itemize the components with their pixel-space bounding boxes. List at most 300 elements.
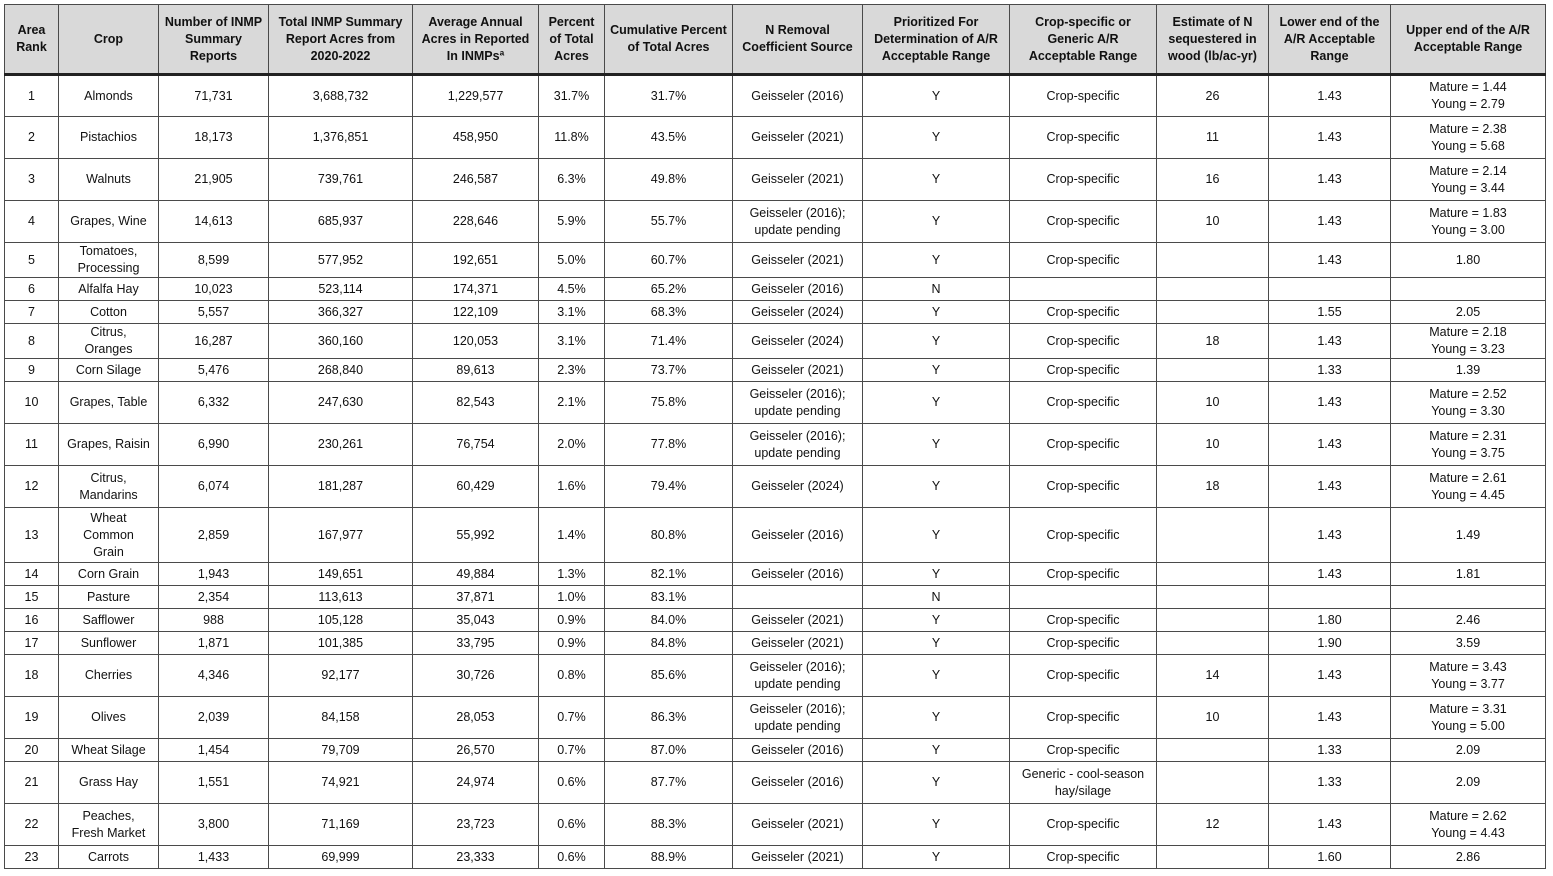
prioritized-cell: Y [863,846,1010,869]
report-count-cell: 2,039 [159,697,269,739]
crop-cell: Corn Grain [59,563,159,586]
percent-cell: 1.4% [539,508,605,563]
percent-cell: 0.6% [539,762,605,804]
total-acres-cell: 181,287 [269,466,413,508]
crop-cell: Almonds [59,75,159,117]
percent-cell: 3.1% [539,324,605,359]
upper-end-cell [1391,586,1546,609]
range-type-cell: Crop-specific [1010,324,1157,359]
percent-cell: 5.9% [539,201,605,243]
lower-end-cell: 1.55 [1269,301,1391,324]
report-count-cell: 5,557 [159,301,269,324]
upper-end-cell: Mature = 2.62 Young = 4.43 [1391,804,1546,846]
lower-end-cell: 1.33 [1269,739,1391,762]
area-rank-cell: 16 [5,609,59,632]
prioritized-cell: Y [863,117,1010,159]
table-row [5,697,1546,739]
n-sequestered-cell: 18 [1157,324,1269,359]
upper-end-cell: Mature = 2.14 Young = 3.44 [1391,159,1546,201]
n-removal-source-cell: Geisseler (2021) [733,804,863,846]
area-rank-cell: 10 [5,382,59,424]
percent-cell: 0.9% [539,609,605,632]
report-count-cell: 1,943 [159,563,269,586]
total-acres-cell: 366,327 [269,301,413,324]
crop-cell: Grapes, Wine [59,201,159,243]
average-acres-cell: 30,726 [413,655,539,697]
lower-end-cell: 1.33 [1269,762,1391,804]
n-sequestered-cell: 10 [1157,697,1269,739]
report-count-cell: 16,287 [159,324,269,359]
range-type-cell: Crop-specific [1010,739,1157,762]
prioritized-cell: Y [863,609,1010,632]
header-row [5,5,1546,75]
total-acres-cell: 360,160 [269,324,413,359]
range-type-cell: Crop-specific [1010,609,1157,632]
average-acres-cell: 122,109 [413,301,539,324]
table-row [5,424,1546,466]
report-count-cell: 2,354 [159,586,269,609]
area-rank-cell: 12 [5,466,59,508]
average-acres-cell: 82,543 [413,382,539,424]
table-row [5,301,1546,324]
total-acres-cell: 69,999 [269,846,413,869]
average-acres-cell: 1,229,577 [413,75,539,117]
lower-end-cell: 1.43 [1269,201,1391,243]
lower-end-cell: 1.43 [1269,655,1391,697]
cumulative-percent-cell: 80.8% [605,508,733,563]
prioritized-cell: Y [863,382,1010,424]
header-lower-end: Lower end of the A/R Acceptable Range [1269,5,1391,75]
crop-cell: Walnuts [59,159,159,201]
prioritized-cell: Y [863,301,1010,324]
table-row [5,739,1546,762]
percent-cell: 1.3% [539,563,605,586]
report-count-cell: 6,332 [159,382,269,424]
n-sequestered-cell [1157,609,1269,632]
n-removal-source-cell: Geisseler (2016) [733,563,863,586]
table-body [5,75,1546,869]
n-sequestered-cell: 26 [1157,75,1269,117]
total-acres-cell: 101,385 [269,632,413,655]
crop-cell: Sunflower [59,632,159,655]
n-sequestered-cell [1157,846,1269,869]
range-type-cell: Crop-specific [1010,301,1157,324]
report-count-cell: 21,905 [159,159,269,201]
crop-cell: Olives [59,697,159,739]
upper-end-cell: 1.80 [1391,243,1546,278]
range-type-cell: Crop-specific [1010,563,1157,586]
n-sequestered-cell [1157,739,1269,762]
crop-cell: Wheat Common Grain [59,508,159,563]
lower-end-cell: 1.90 [1269,632,1391,655]
table-row [5,359,1546,382]
lower-end-cell: 1.43 [1269,697,1391,739]
report-count-cell: 6,990 [159,424,269,466]
percent-cell: 1.6% [539,466,605,508]
total-acres-cell: 84,158 [269,697,413,739]
percent-cell: 2.0% [539,424,605,466]
table-row [5,324,1546,359]
upper-end-cell: Mature = 1.83 Young = 3.00 [1391,201,1546,243]
cumulative-percent-cell: 55.7% [605,201,733,243]
prioritized-cell: Y [863,655,1010,697]
table-row [5,609,1546,632]
report-count-cell: 1,871 [159,632,269,655]
n-sequestered-cell: 11 [1157,117,1269,159]
table-row [5,466,1546,508]
upper-end-cell: 2.86 [1391,846,1546,869]
cumulative-percent-cell: 87.0% [605,739,733,762]
prioritized-cell: Y [863,697,1010,739]
range-type-cell: Crop-specific [1010,846,1157,869]
n-removal-source-cell: Geisseler (2016) [733,762,863,804]
area-rank-cell: 20 [5,739,59,762]
upper-end-cell: Mature = 2.61 Young = 4.45 [1391,466,1546,508]
percent-cell: 2.3% [539,359,605,382]
crop-cell: Cotton [59,301,159,324]
cumulative-percent-cell: 75.8% [605,382,733,424]
upper-end-cell: 2.46 [1391,609,1546,632]
report-count-cell: 6,074 [159,466,269,508]
average-acres-cell: 55,992 [413,508,539,563]
crop-cell: Pistachios [59,117,159,159]
crop-cell: Corn Silage [59,359,159,382]
average-acres-cell: 228,646 [413,201,539,243]
report-count-cell: 1,454 [159,739,269,762]
average-acres-cell: 35,043 [413,609,539,632]
prioritized-cell: Y [863,324,1010,359]
average-acres-cell: 120,053 [413,324,539,359]
range-type-cell: Crop-specific [1010,424,1157,466]
report-count-cell: 10,023 [159,278,269,301]
total-acres-cell: 247,630 [269,382,413,424]
n-removal-source-cell: Geisseler (2016) [733,739,863,762]
crop-cell: Pasture [59,586,159,609]
average-acres-cell: 89,613 [413,359,539,382]
area-rank-cell: 6 [5,278,59,301]
n-sequestered-cell: 10 [1157,201,1269,243]
percent-cell: 0.9% [539,632,605,655]
cumulative-percent-cell: 60.7% [605,243,733,278]
crop-cell: Grass Hay [59,762,159,804]
lower-end-cell: 1.80 [1269,609,1391,632]
total-acres-cell: 149,651 [269,563,413,586]
percent-cell: 2.1% [539,382,605,424]
lower-end-cell [1269,278,1391,301]
percent-cell: 0.7% [539,697,605,739]
total-acres-cell: 113,613 [269,586,413,609]
report-count-cell: 8,599 [159,243,269,278]
average-acres-cell: 33,795 [413,632,539,655]
n-removal-source-cell: Geisseler (2016); update pending [733,382,863,424]
report-count-cell: 1,551 [159,762,269,804]
cumulative-percent-cell: 31.7% [605,75,733,117]
cumulative-percent-cell: 82.1% [605,563,733,586]
table-row [5,762,1546,804]
lower-end-cell: 1.43 [1269,804,1391,846]
n-removal-source-cell: Geisseler (2021) [733,609,863,632]
total-acres-cell: 92,177 [269,655,413,697]
total-acres-cell: 1,376,851 [269,117,413,159]
n-sequestered-cell [1157,632,1269,655]
table-row [5,508,1546,563]
upper-end-cell: 1.49 [1391,508,1546,563]
n-sequestered-cell [1157,508,1269,563]
total-acres-cell: 79,709 [269,739,413,762]
area-rank-cell: 22 [5,804,59,846]
lower-end-cell: 1.43 [1269,382,1391,424]
total-acres-cell: 577,952 [269,243,413,278]
average-acres-cell: 458,950 [413,117,539,159]
range-type-cell [1010,278,1157,301]
table-row [5,846,1546,869]
upper-end-cell: Mature = 2.31 Young = 3.75 [1391,424,1546,466]
cumulative-percent-cell: 68.3% [605,301,733,324]
cumulative-percent-cell: 65.2% [605,278,733,301]
upper-end-cell: 3.59 [1391,632,1546,655]
n-sequestered-cell [1157,586,1269,609]
percent-cell: 11.8% [539,117,605,159]
cumulative-percent-cell: 71.4% [605,324,733,359]
n-removal-source-cell: Geisseler (2016); update pending [733,424,863,466]
area-rank-cell: 1 [5,75,59,117]
range-type-cell: Crop-specific [1010,466,1157,508]
average-acres-cell: 174,371 [413,278,539,301]
cumulative-percent-cell: 77.8% [605,424,733,466]
range-type-cell: Crop-specific [1010,201,1157,243]
n-removal-source-cell: Geisseler (2016); update pending [733,697,863,739]
n-sequestered-cell: 16 [1157,159,1269,201]
area-rank-cell: 7 [5,301,59,324]
cumulative-percent-cell: 73.7% [605,359,733,382]
range-type-cell: Crop-specific [1010,382,1157,424]
lower-end-cell: 1.43 [1269,424,1391,466]
n-sequestered-cell: 14 [1157,655,1269,697]
average-acres-cell: 23,333 [413,846,539,869]
n-removal-source-cell [733,586,863,609]
header-upper-end: Upper end of the A/R Acceptable Range [1391,5,1546,75]
area-rank-cell: 8 [5,324,59,359]
percent-cell: 4.5% [539,278,605,301]
prioritized-cell: Y [863,243,1010,278]
range-type-cell: Crop-specific [1010,359,1157,382]
upper-end-cell: Mature = 2.38 Young = 5.68 [1391,117,1546,159]
cumulative-percent-cell: 43.5% [605,117,733,159]
percent-cell: 6.3% [539,159,605,201]
n-sequestered-cell: 12 [1157,804,1269,846]
header-cumulative-percent: Cumulative Percent of Total Acres [605,5,733,75]
n-removal-source-cell: Geisseler (2024) [733,301,863,324]
header-average-annual-acres: Average Annual Acres in Reported In INMPsª [413,5,539,75]
crop-cell: Peaches, Fresh Market [59,804,159,846]
report-count-cell: 2,859 [159,508,269,563]
range-type-cell: Crop-specific [1010,243,1157,278]
n-removal-source-cell: Geisseler (2021) [733,359,863,382]
total-acres-cell: 3,688,732 [269,75,413,117]
n-removal-source-cell: Geisseler (2016) [733,278,863,301]
percent-cell: 31.7% [539,75,605,117]
n-sequestered-cell [1157,359,1269,382]
n-removal-source-cell: Geisseler (2021) [733,846,863,869]
n-sequestered-cell: 10 [1157,424,1269,466]
lower-end-cell [1269,586,1391,609]
upper-end-cell: Mature = 2.52 Young = 3.30 [1391,382,1546,424]
header-number-of-reports: Number of INMP Summary Reports [159,5,269,75]
range-type-cell: Generic - cool-season hay/silage [1010,762,1157,804]
area-rank-cell: 9 [5,359,59,382]
range-type-cell: Crop-specific [1010,632,1157,655]
range-type-cell: Crop-specific [1010,697,1157,739]
lower-end-cell: 1.60 [1269,846,1391,869]
area-rank-cell: 2 [5,117,59,159]
range-type-cell: Crop-specific [1010,159,1157,201]
total-acres-cell: 230,261 [269,424,413,466]
report-count-cell: 4,346 [159,655,269,697]
upper-end-cell: Mature = 3.43 Young = 3.77 [1391,655,1546,697]
range-type-cell: Crop-specific [1010,655,1157,697]
cumulative-percent-cell: 87.7% [605,762,733,804]
n-removal-source-cell: Geisseler (2016); update pending [733,655,863,697]
area-rank-cell: 21 [5,762,59,804]
n-removal-source-cell: Geisseler (2016) [733,508,863,563]
n-removal-source-cell: Geisseler (2021) [733,159,863,201]
n-removal-source-cell: Geisseler (2021) [733,632,863,655]
lower-end-cell: 1.43 [1269,117,1391,159]
table-row [5,563,1546,586]
upper-end-cell: 2.09 [1391,739,1546,762]
report-count-cell: 5,476 [159,359,269,382]
report-count-cell: 3,800 [159,804,269,846]
header-percent-total-acres: Percent of Total Acres [539,5,605,75]
lower-end-cell: 1.43 [1269,563,1391,586]
total-acres-cell: 167,977 [269,508,413,563]
prioritized-cell: Y [863,159,1010,201]
area-rank-cell: 4 [5,201,59,243]
cumulative-percent-cell: 88.9% [605,846,733,869]
total-acres-cell: 523,114 [269,278,413,301]
total-acres-cell: 685,937 [269,201,413,243]
header-range-type: Crop-specific or Generic A/R Acceptable Range [1010,5,1157,75]
area-rank-cell: 13 [5,508,59,563]
report-count-cell: 988 [159,609,269,632]
crop-cell: Citrus, Oranges [59,324,159,359]
n-sequestered-cell [1157,563,1269,586]
table-row [5,159,1546,201]
average-acres-cell: 37,871 [413,586,539,609]
report-count-cell: 18,173 [159,117,269,159]
prioritized-cell: Y [863,75,1010,117]
crop-area-table [4,4,1546,869]
crop-cell: Carrots [59,846,159,869]
table-row [5,586,1546,609]
upper-end-cell: Mature = 1.44 Young = 2.79 [1391,75,1546,117]
table-row [5,243,1546,278]
n-removal-source-cell: Geisseler (2021) [733,117,863,159]
average-acres-cell: 60,429 [413,466,539,508]
prioritized-cell: Y [863,632,1010,655]
n-sequestered-cell [1157,762,1269,804]
range-type-cell: Crop-specific [1010,508,1157,563]
area-rank-cell: 15 [5,586,59,609]
upper-end-cell [1391,278,1546,301]
n-sequestered-cell [1157,243,1269,278]
crop-cell: Citrus, Mandarins [59,466,159,508]
table-row [5,632,1546,655]
table-row [5,201,1546,243]
header-crop: Crop [59,5,159,75]
total-acres-cell: 268,840 [269,359,413,382]
cumulative-percent-cell: 49.8% [605,159,733,201]
area-rank-cell: 23 [5,846,59,869]
lower-end-cell: 1.43 [1269,75,1391,117]
n-removal-source-cell: Geisseler (2024) [733,466,863,508]
average-acres-cell: 28,053 [413,697,539,739]
upper-end-cell: Mature = 3.31 Young = 5.00 [1391,697,1546,739]
crop-cell: Wheat Silage [59,739,159,762]
average-acres-cell: 49,884 [413,563,539,586]
cumulative-percent-cell: 86.3% [605,697,733,739]
total-acres-cell: 739,761 [269,159,413,201]
cumulative-percent-cell: 84.0% [605,609,733,632]
table-row [5,655,1546,697]
percent-cell: 0.6% [539,804,605,846]
n-removal-source-cell: Geisseler (2024) [733,324,863,359]
total-acres-cell: 105,128 [269,609,413,632]
report-count-cell: 1,433 [159,846,269,869]
lower-end-cell: 1.43 [1269,159,1391,201]
n-sequestered-cell [1157,301,1269,324]
table-row [5,278,1546,301]
cumulative-percent-cell: 85.6% [605,655,733,697]
percent-cell: 0.8% [539,655,605,697]
crop-cell: Grapes, Table [59,382,159,424]
percent-cell: 5.0% [539,243,605,278]
header-prioritized: Prioritized For Determination of A/R Acceptable Range [863,5,1010,75]
lower-end-cell: 1.43 [1269,243,1391,278]
percent-cell: 1.0% [539,586,605,609]
average-acres-cell: 246,587 [413,159,539,201]
area-rank-cell: 17 [5,632,59,655]
area-rank-cell: 3 [5,159,59,201]
crop-cell: Safflower [59,609,159,632]
prioritized-cell: Y [863,762,1010,804]
prioritized-cell: N [863,586,1010,609]
lower-end-cell: 1.43 [1269,466,1391,508]
area-rank-cell: 14 [5,563,59,586]
cumulative-percent-cell: 88.3% [605,804,733,846]
prioritized-cell: Y [863,508,1010,563]
total-acres-cell: 71,169 [269,804,413,846]
upper-end-cell: 2.05 [1391,301,1546,324]
range-type-cell: Crop-specific [1010,75,1157,117]
table-row [5,117,1546,159]
cumulative-percent-cell: 84.8% [605,632,733,655]
upper-end-cell: 1.39 [1391,359,1546,382]
n-removal-source-cell: Geisseler (2016); update pending [733,201,863,243]
prioritized-cell: Y [863,804,1010,846]
area-rank-cell: 5 [5,243,59,278]
header-total-acres: Total INMP Summary Report Acres from 2020-2022 [269,5,413,75]
average-acres-cell: 76,754 [413,424,539,466]
n-sequestered-cell: 18 [1157,466,1269,508]
report-count-cell: 14,613 [159,201,269,243]
table-row [5,804,1546,846]
average-acres-cell: 24,974 [413,762,539,804]
prioritized-cell: Y [863,563,1010,586]
cumulative-percent-cell: 79.4% [605,466,733,508]
lower-end-cell: 1.33 [1269,359,1391,382]
area-rank-cell: 18 [5,655,59,697]
